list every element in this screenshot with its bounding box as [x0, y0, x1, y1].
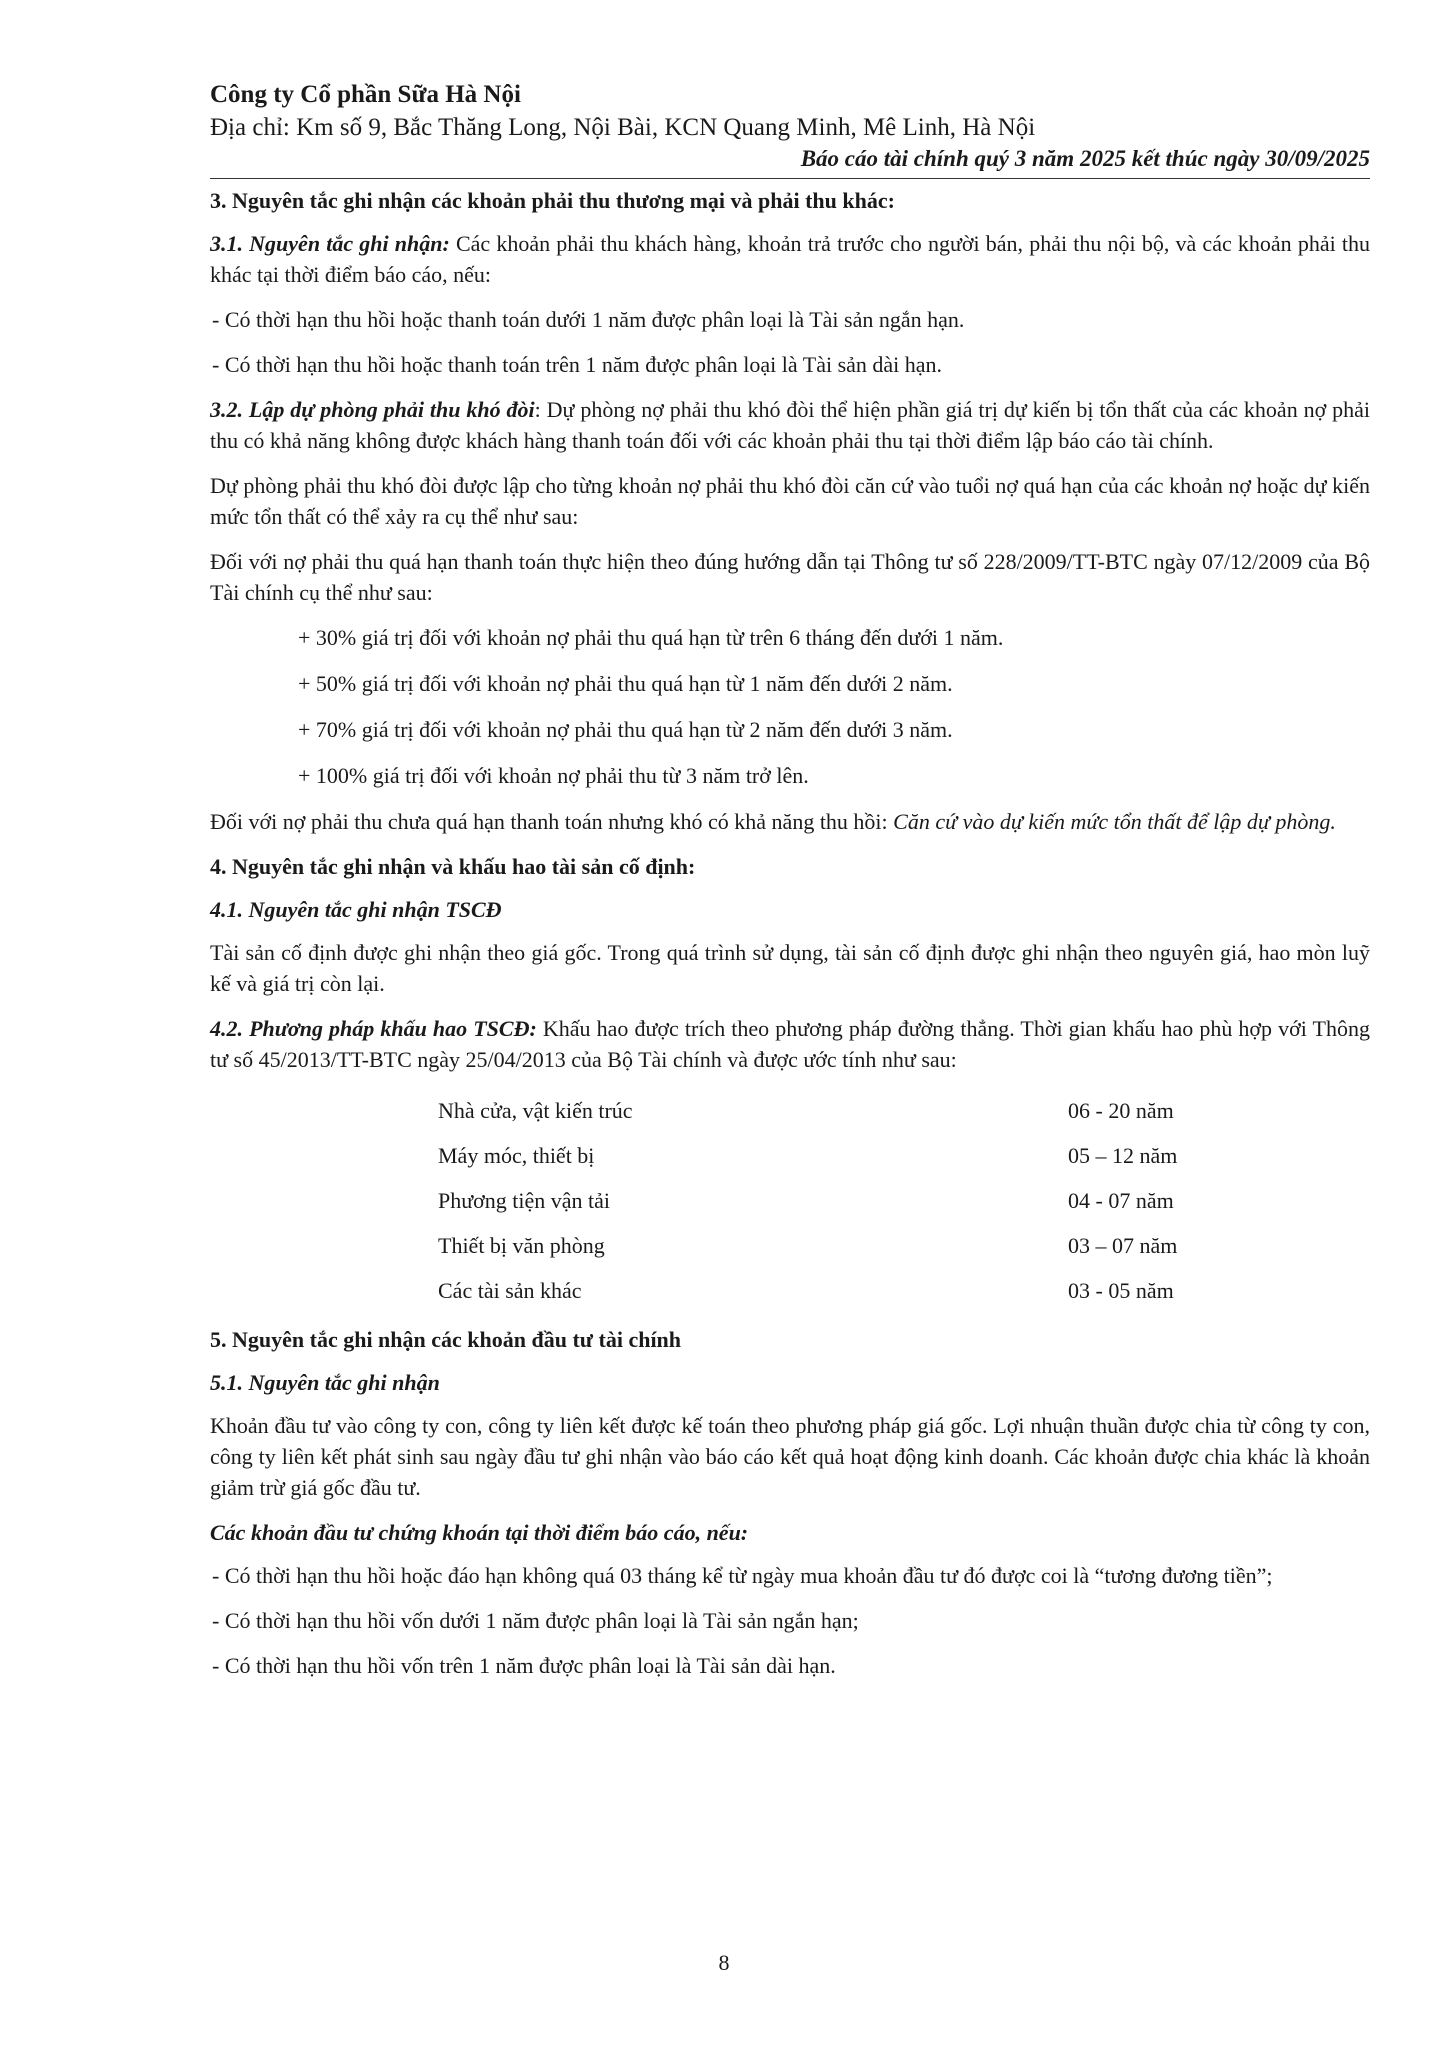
- asset-years: 03 - 05 năm: [1068, 1277, 1174, 1303]
- text-3-1: Các khoản phải thu khách hàng, khoản trả trước cho người bán, phải thu nội bộ, và các khoản phải thu khác tại thời điểm báo cáo, nếu:: [210, 231, 1370, 287]
- label-3-2: 3.2. Lập dự phòng phải thu khó đòi: [210, 397, 535, 422]
- bullet-5-a: - Có thời hạn thu hồi hoặc đáo hạn không quá 03 tháng kể từ ngày mua khoản đầu tư đó được coi là “tương đương tiền”;: [212, 1563, 1273, 1588]
- paragraph-not-overdue: [210, 806, 1370, 837]
- provision-rate-100: + 100% giá trị đối với khoản nợ phải thu từ 3 năm trở lên.: [298, 763, 809, 788]
- table-row: [438, 1134, 1177, 1179]
- document-header: [210, 78, 1370, 179]
- bullet-5-c: - Có thời hạn thu hồi vốn trên 1 năm được phân loại là Tài sản dài hạn.: [212, 1653, 836, 1678]
- page-number: 8: [718, 1950, 730, 1975]
- depreciation-table: [438, 1089, 1177, 1314]
- company-name: Công ty Cổ phần Sữa Hà Nội: [210, 81, 521, 108]
- document-body: [210, 185, 1370, 1681]
- bullet-3-1-a: - Có thời hạn thu hồi hoặc thanh toán dưới 1 năm được phân loại là Tài sản ngắn hạn.: [212, 307, 965, 332]
- heading-4-1: 4.1. Nguyên tắc ghi nhận TSCĐ: [210, 897, 502, 922]
- table-row: [438, 1269, 1177, 1314]
- paragraph-4-1: Tài sản cố định được ghi nhận theo giá gốc. Trong quá trình sử dụng, tài sản cố định được ghi nhận theo nguyên giá, hao mòn luỹ kế và giá trị còn lại.: [210, 940, 1370, 996]
- paragraph-overdue-circular: Đối với nợ phải thu quá hạn thanh toán thực hiện theo đúng hướng dẫn tại Thông tư số 228/2009/TT-BTC ngày 07/12/2009 của Bộ Tài chính cụ thể như sau:: [210, 549, 1370, 605]
- header-divider: [210, 178, 1370, 179]
- provision-rate-70: + 70% giá trị đối với khoản nợ phải thu quá hạn từ 2 năm đến dưới 3 năm.: [298, 717, 953, 742]
- heading-5-1: 5.1. Nguyên tắc ghi nhận: [210, 1370, 440, 1395]
- asset-years: 05 – 12 năm: [1068, 1142, 1178, 1168]
- text-3-2: : Dự phòng nợ phải thu khó đòi thể hiện phần giá trị dự kiến bị tổn thất của các khoản nợ phải thu có khả năng không được khách hàng thanh toán đối với các khoản phải thu tại thời điểm lập báo cáo tài chính.: [210, 397, 1370, 453]
- asset-years: 04 - 07 năm: [1068, 1187, 1174, 1213]
- text-4-2: Khấu hao được trích theo phương pháp đường thẳng. Thời gian khấu hao phù hợp với Thông tư số 45/2013/TT-BTC ngày 25/04/2013 của Bộ Tài chính và được ước tính như sau:: [210, 1016, 1370, 1072]
- report-title: Báo cáo tài chính quý 3 năm 2025 kết thúc ngày 30/09/2025: [800, 146, 1370, 171]
- company-address: Địa chỉ: Km số 9, Bắc Thăng Long, Nội Bài, KCN Quang Minh, Mê Linh, Hà Nội: [210, 114, 1036, 141]
- heading-securities: Các khoản đầu tư chứng khoán tại thời điểm báo cáo, nếu:: [210, 1520, 749, 1545]
- paragraph-provision-basis: Dự phòng phải thu khó đòi được lập cho từng khoản nợ phải thu khó đòi căn cứ vào tuổi nợ quá hạn của các khoản nợ hoặc dự kiến mức tổn thất có thể xảy ra cụ thể như sau:: [210, 473, 1370, 529]
- paragraph-5-1: Khoản đầu tư vào công ty con, công ty liên kết được kế toán theo phương pháp giá gốc. Lợi nhuận thuần được chia từ công ty con, công ty liên kết phát sinh sau ngày đầu tư ghi nhận vào báo cáo kết quả hoạt động kinh doanh. Các khoản được chia khác là khoản giảm trừ giá gốc đầu tư.: [210, 1413, 1370, 1500]
- paragraph-3-1: [210, 228, 1370, 290]
- asset-name: Nhà cửa, vật kiến trúc: [438, 1097, 633, 1123]
- paragraph-4-2: [210, 1013, 1370, 1075]
- text-not-overdue-italic: Căn cứ vào dự kiến mức tổn thất để lập dự phòng.: [893, 809, 1336, 834]
- table-row: [438, 1224, 1177, 1269]
- asset-name: Máy móc, thiết bị: [438, 1142, 595, 1168]
- asset-years: 03 – 07 năm: [1068, 1232, 1178, 1258]
- paragraph-3-2: [210, 394, 1370, 456]
- asset-name: Phương tiện vận tải: [438, 1187, 611, 1213]
- text-not-overdue: Đối với nợ phải thu chưa quá hạn thanh toán nhưng khó có khả năng thu hồi:: [210, 809, 894, 834]
- asset-name: Thiết bị văn phòng: [438, 1232, 605, 1258]
- bullet-3-1-b: - Có thời hạn thu hồi hoặc thanh toán trên 1 năm được phân loại là Tài sản dài hạn.: [212, 352, 943, 377]
- provision-rate-50: + 50% giá trị đối với khoản nợ phải thu quá hạn từ 1 năm đến dưới 2 năm.: [298, 671, 953, 696]
- asset-name: Các tài sản khác: [438, 1277, 582, 1303]
- provision-rate-30: + 30% giá trị đối với khoản nợ phải thu quá hạn từ trên 6 tháng đến dưới 1 năm.: [298, 625, 1004, 650]
- label-4-2: 4.2. Phương pháp khấu hao TSCĐ:: [210, 1016, 537, 1041]
- table-row: [438, 1089, 1177, 1134]
- document-page: [210, 78, 1370, 1695]
- section-5-title: 5. Nguyên tắc ghi nhận các khoản đầu tư tài chính: [210, 1327, 682, 1352]
- section-3-title: 3. Nguyên tắc ghi nhận các khoản phải thu thương mại và phải thu khác:: [210, 188, 895, 213]
- asset-years: 06 - 20 năm: [1068, 1097, 1174, 1123]
- table-row: [438, 1179, 1177, 1224]
- label-3-1: 3.1. Nguyên tắc ghi nhận:: [210, 231, 450, 256]
- section-4-title: 4. Nguyên tắc ghi nhận và khấu hao tài sản cố định:: [210, 854, 696, 879]
- bullet-5-b: - Có thời hạn thu hồi vốn dưới 1 năm được phân loại là Tài sản ngắn hạn;: [212, 1608, 859, 1633]
